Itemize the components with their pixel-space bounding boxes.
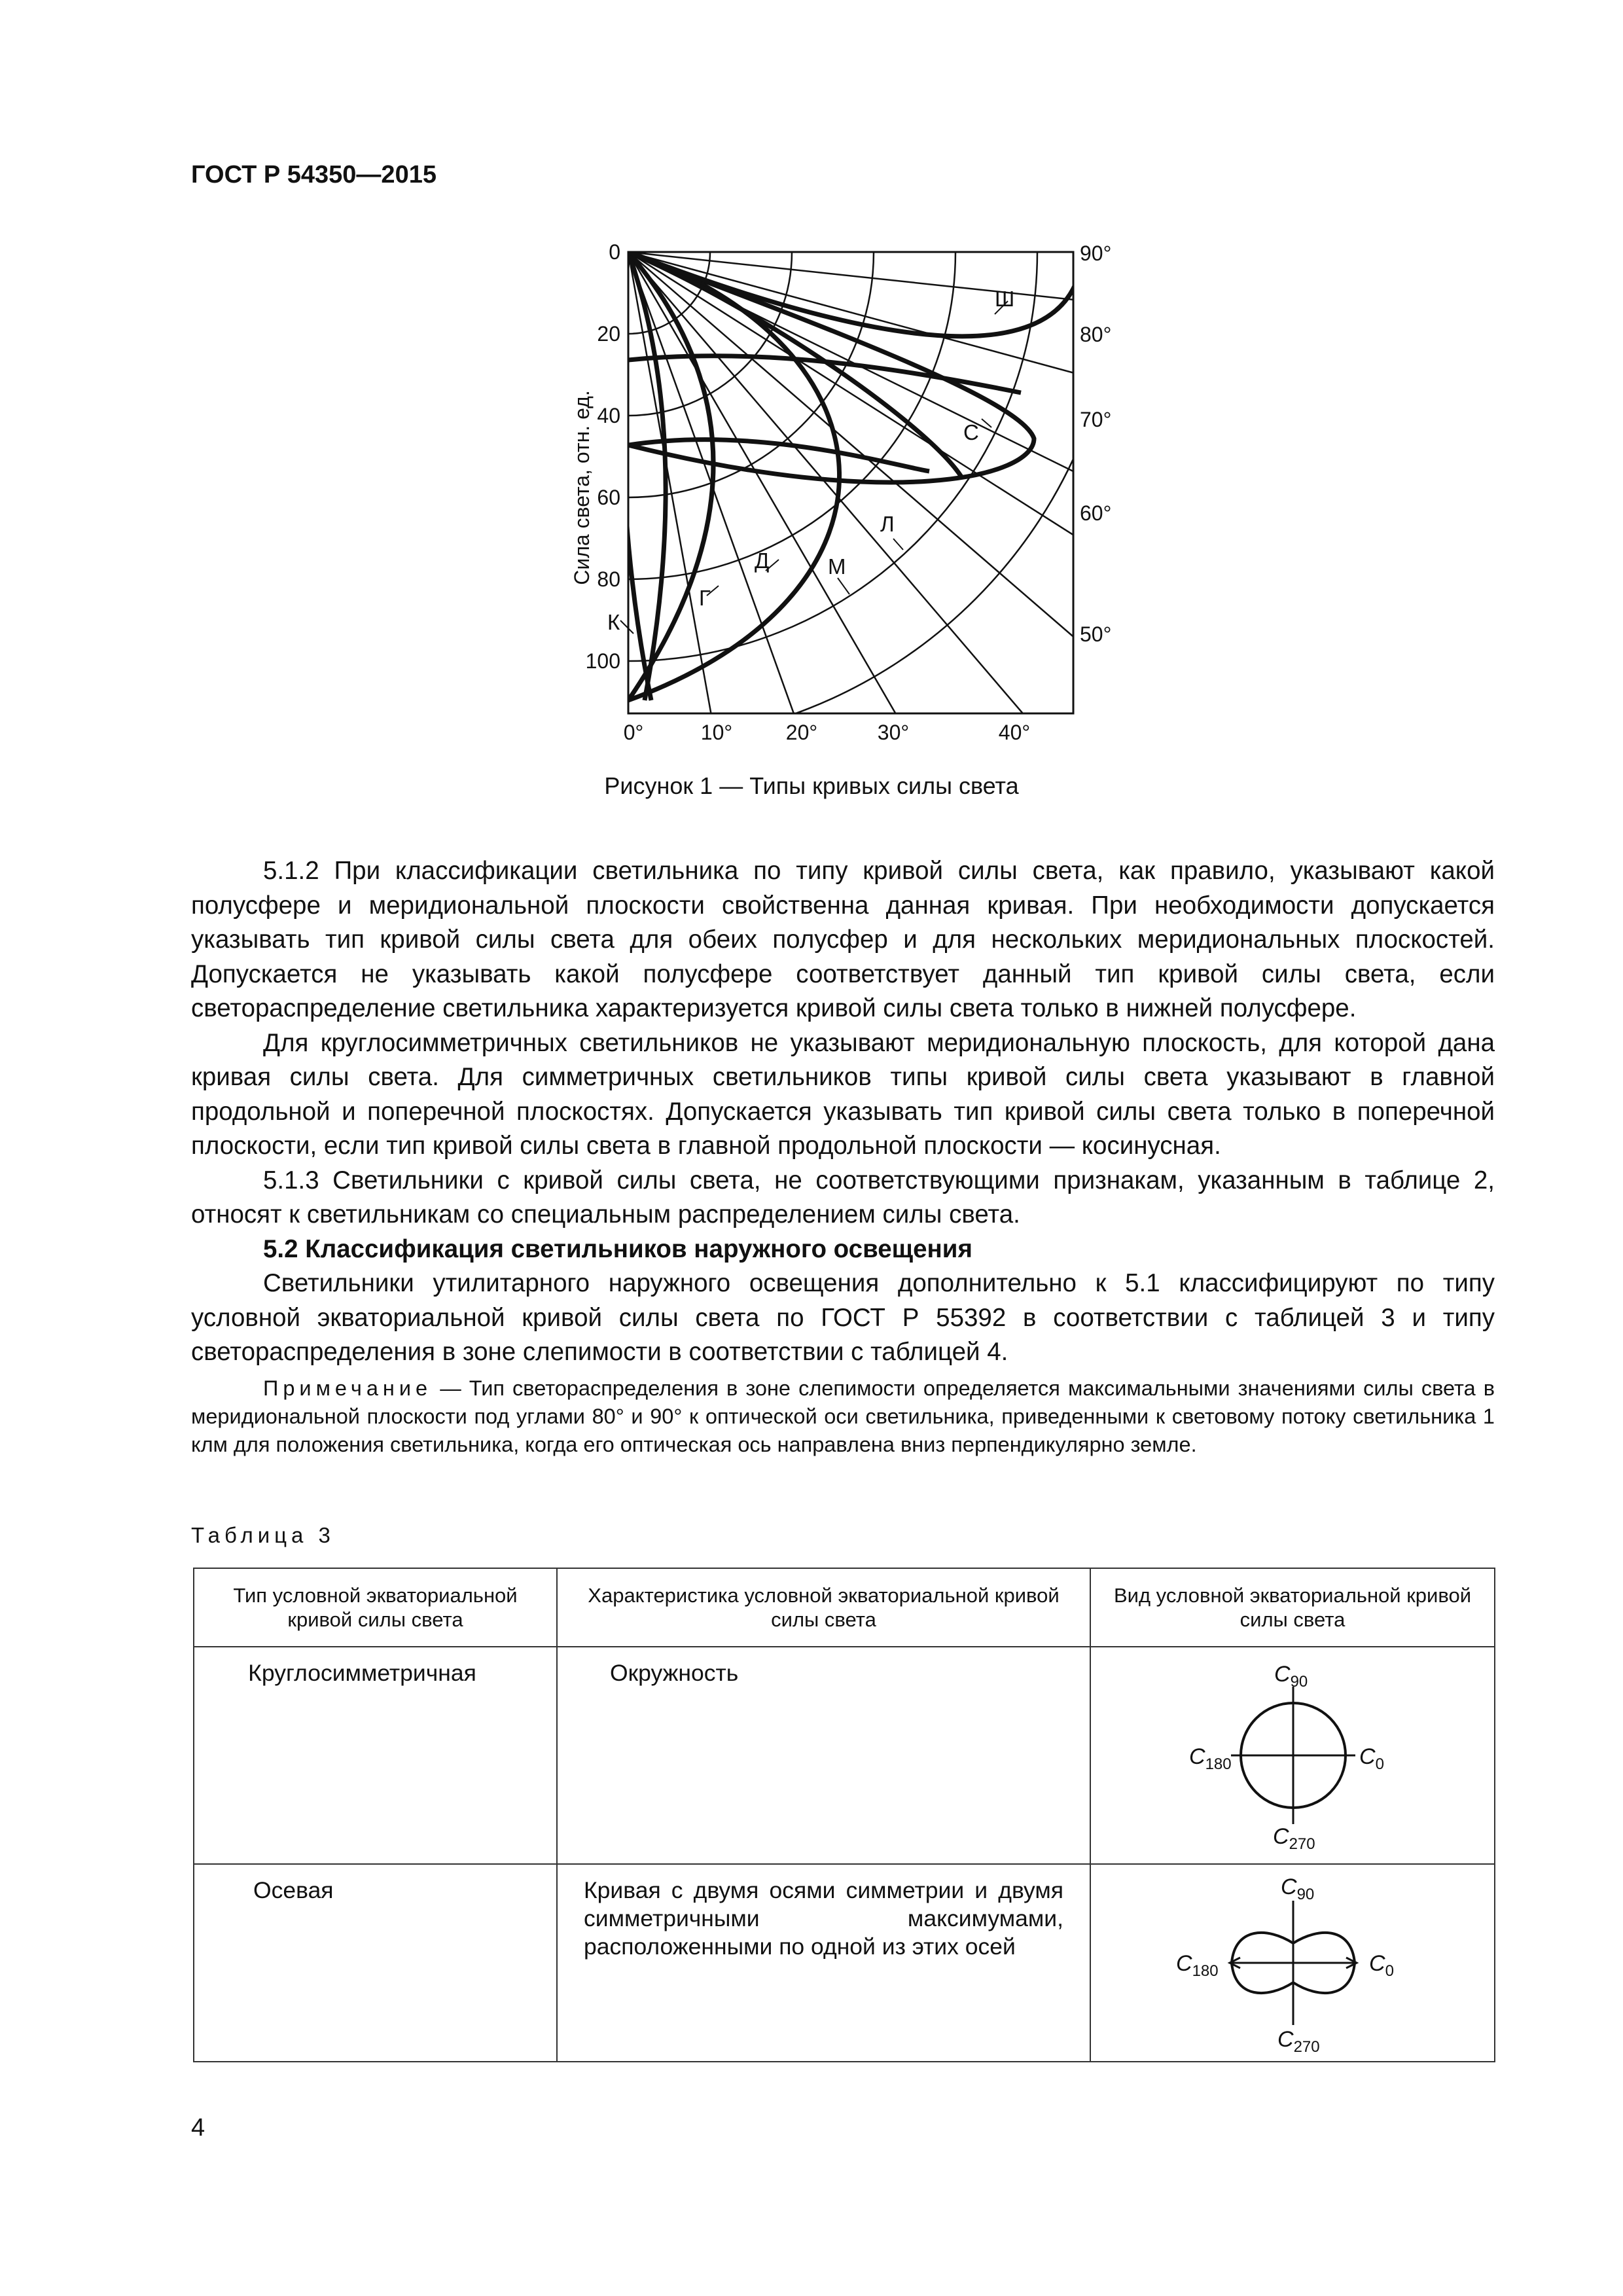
table-header: Характеристика условной экваториальной кривой силы света <box>557 1568 1090 1647</box>
svg-text:C180: $C_{180}$ <box>1189 1744 1232 1773</box>
heading-5-2: 5.2 Классификация светильников наружного освещения <box>263 1234 972 1263</box>
svg-text:C270: $C_{270}$ <box>1277 2027 1320 2056</box>
y-axis-title: Сила света, отн. ед. <box>570 390 594 585</box>
note-label: Примечание <box>263 1376 433 1400</box>
figure-caption: Рисунок 1 — Типы кривых силы света <box>604 772 1019 799</box>
angle-label: 80° <box>1080 323 1112 346</box>
angle-label: 50° <box>1080 622 1112 646</box>
svg-text:C90: $C_{90}$ <box>1274 1662 1308 1691</box>
table-row <box>194 1864 1495 2062</box>
curve-label-sh: Ш <box>995 287 1015 311</box>
y-tick: 20 <box>597 322 620 346</box>
paragraph-5-2: Светильники утилитарного наружного освещения дополнительно к 5.1 классифицируют по типу условной экваториальной кривой силы света по ГОСТ Р 55392 в соответствии с таблицей 3 и типу светораспределения в зоне слепимости в соответствии с таблицей 4. <box>191 1269 1495 1366</box>
round-symmetric-diagram <box>1091 1647 1495 1863</box>
angle-label: 90° <box>1080 242 1112 265</box>
curve-diagram-cell <box>1090 1864 1495 2062</box>
curve-type-cell: Круглосимметричная <box>194 1647 557 1864</box>
section-text <box>191 854 1495 1370</box>
table-3 <box>193 1568 1495 2062</box>
y-tick: 40 <box>597 404 620 427</box>
curve-description-cell: Окружность <box>557 1647 1090 1864</box>
y-tick: 60 <box>597 486 620 509</box>
svg-text:C180: $C_{180}$ <box>1176 1951 1219 1980</box>
x-tick: 0° <box>623 721 644 744</box>
y-tick: 100 <box>585 649 620 673</box>
curve-label-m: М <box>828 554 846 579</box>
page-number: 4 <box>191 2114 205 2142</box>
curve-label-g: Г <box>699 586 711 610</box>
svg-text:C0: $C_0$ <box>1359 1744 1384 1773</box>
curve-label-d: Д <box>755 548 770 573</box>
intensity-curves <box>622 252 1083 700</box>
light-intensity-curves-figure <box>563 229 1158 746</box>
curve-diagram-cell <box>1090 1647 1495 1864</box>
paragraph-5-1-3: 5.1.3 Светильники с кривой силы света, не соответствующими признакам, указанным в таблице 2, относят к светильникам со специальным распределением силы света. <box>191 1166 1495 1229</box>
document-header: ГОСТ Р 54350—2015 <box>191 161 437 188</box>
table-row <box>194 1647 1495 1864</box>
note-text: — Тип светораспределения в зоне слепимости определяется максимальными значениями силы света в меридиональной плоскости под углами 80° и 90° к оптической оси светильника, приведенными к световому потоку светильника 1 клм для положения светильника, когда его оптическая ось направлена вниз перпендикулярно земле. <box>191 1376 1495 1456</box>
angle-label: 60° <box>1080 501 1112 525</box>
svg-text:C270: $C_{270}$ <box>1273 1824 1315 1853</box>
x-tick: 10° <box>700 721 733 744</box>
curve-type-cell: Осевая <box>194 1864 557 2062</box>
x-tick: 40° <box>998 721 1031 744</box>
svg-text:C90: $C_{90}$ <box>1281 1874 1315 1903</box>
x-tick: 30° <box>877 721 910 744</box>
axial-diagram <box>1091 1865 1495 2061</box>
y-tick: 0 <box>609 240 620 264</box>
table-caption: Таблица 3 <box>191 1523 335 1547</box>
angle-label: 70° <box>1080 408 1112 431</box>
svg-text:C0: $C_0$ <box>1369 1951 1394 1980</box>
curve-label-k: К <box>607 610 620 634</box>
table-header: Тип условной экваториальной кривой силы света <box>194 1568 557 1647</box>
table-header-row <box>194 1568 1495 1647</box>
curve-description-cell: Кривая с двумя осями симметрии и двумя симметричными максимумами, расположенными по одной из этих осей <box>557 1864 1090 2062</box>
table-header: Вид условной экваториальной кривой силы света <box>1090 1568 1495 1647</box>
y-tick: 80 <box>597 567 620 591</box>
paragraph-5-1-2-cont: Для круглосимметричных светильников не указывают меридиональную плоскость, для которой дана кривая силы света. Для симметричных светильников типы кривой силы света указывают в главной продольной и поперечной плоскостях. Допускается указывать тип кривой силы света только в поперечной плоскости, если тип кривой силы света в главной продольной плоскости — косинусная. <box>191 1028 1495 1160</box>
paragraph-5-1-2: 5.1.2 При классификации светильника по типу кривой силы света, как правило, указывают какой полусфере и меридиональной плоскости свойственна данная кривая. При необходимости допускается указывать тип кривой силы света для обеих полусфер и для нескольких меридиональных плоскостей. Допускается не указывать какой полусфере соответствует данный тип кривой силы света, если светораспределение светильника характеризуется кривой силы света только в нижней полусфере. <box>191 857 1495 1022</box>
note <box>191 1374 1495 1459</box>
curve-label-l: Л <box>880 512 895 536</box>
curve-label-s: С <box>963 420 979 444</box>
x-tick: 20° <box>785 721 818 744</box>
